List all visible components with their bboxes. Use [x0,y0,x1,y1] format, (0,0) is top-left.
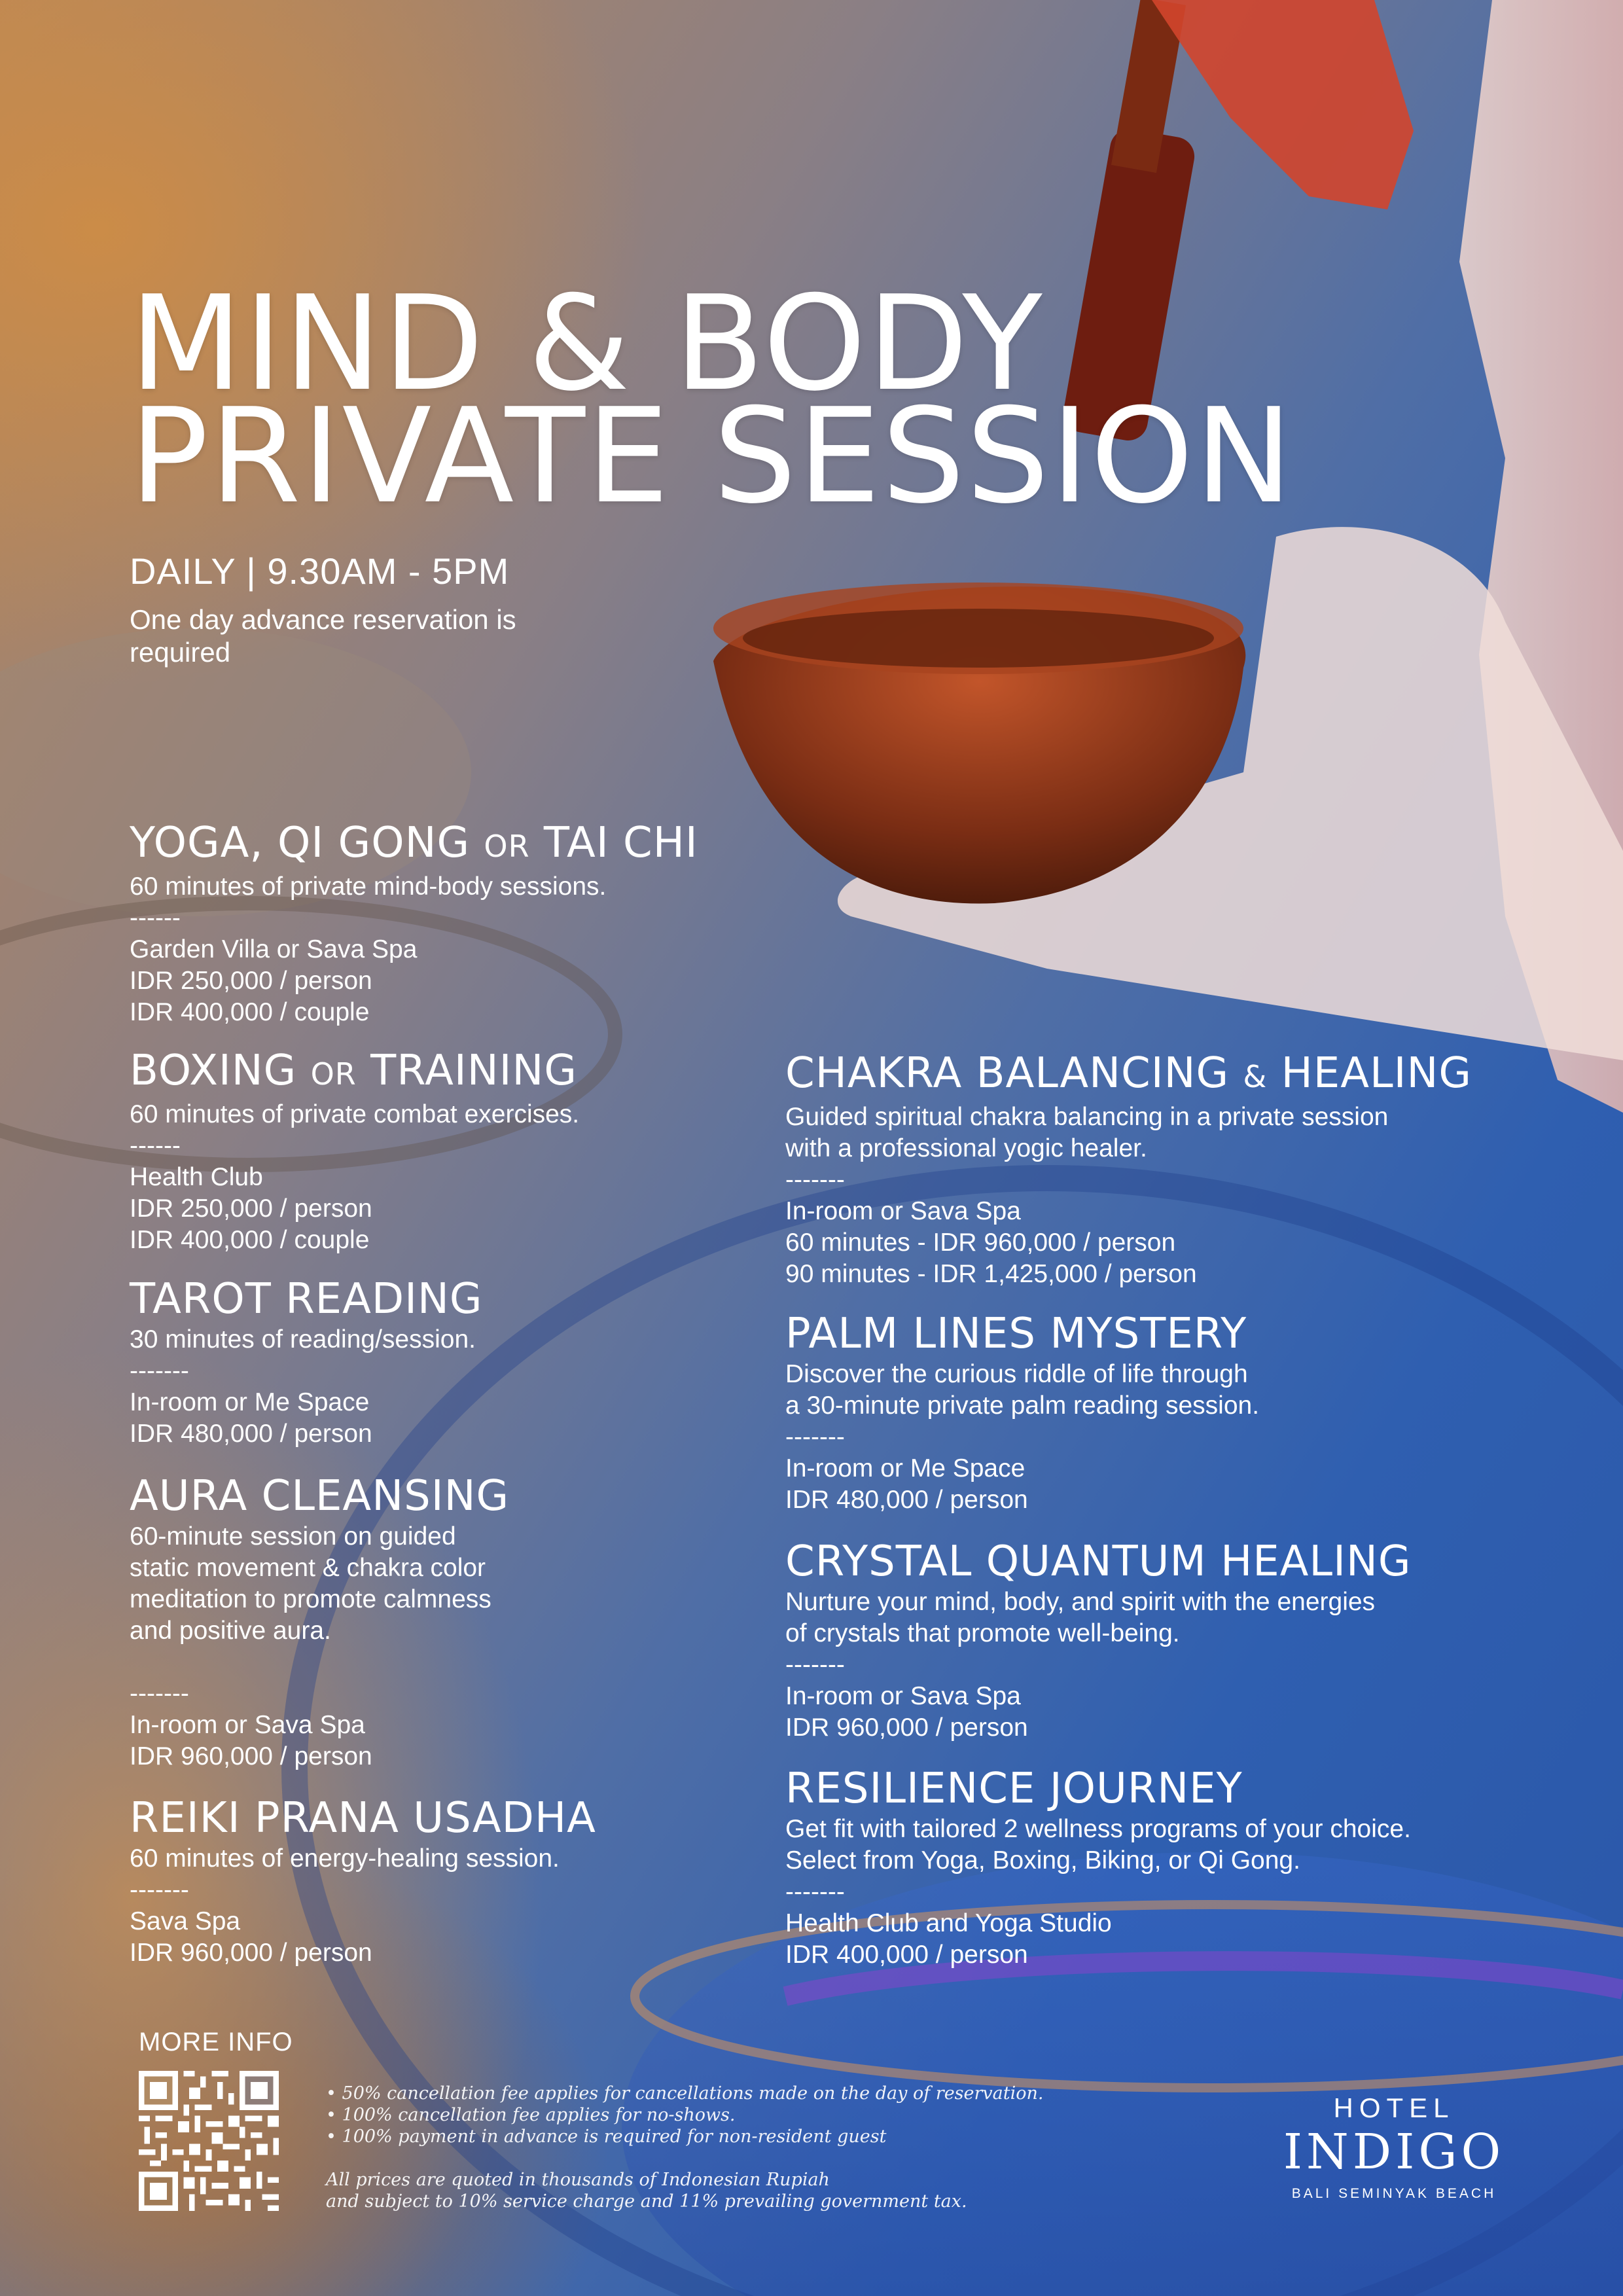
more-info-label: MORE INFO [139,2028,293,2056]
service-description: 30 minutes of reading/session. [130,1325,476,1354]
service-description: Guided spiritual chakra balancing in a private session with a professional yogic healer. [785,1103,1389,1162]
service-title: AURA CLEANSING [130,1472,510,1520]
service-location: Garden Villa or Sava Spa [130,935,418,963]
service-reiki [130,1793,771,1969]
service-description: 60 minutes of private mind-body sessions. [130,872,607,901]
note-item: • 50% cancellation fee applies for cancellations made on the day of reservation. [326,2083,1043,2104]
service-description: 60-minute session on guided static movement & chakra color meditation to promote calmness and positive aura. [130,1522,491,1645]
service-title: YOGA, QI GONG OR TAI CHI [130,819,698,867]
divider: ------- [130,1679,189,1708]
divider: ------- [785,1651,845,1679]
service-title: TAROT READING [130,1275,483,1323]
service-location: Sava Spa [130,1907,241,1935]
service-price: IDR 400,000 / couple [130,1226,370,1254]
logo-location-text: BALI SEMINYAK BEACH [1291,2186,1497,2201]
divider: ------- [785,1423,845,1451]
service-description: Nurture your mind, body, and spirit with the energies of crystals that promote well-being. [785,1588,1376,1647]
service-price: IDR 400,000 / person [785,1941,1028,1969]
logo-hotel-text: HOTEL [1333,2092,1455,2123]
service-price: IDR 480,000 / person [785,1486,1028,1514]
divider: ------- [785,1166,845,1194]
qr-code-icon[interactable] [139,2071,279,2211]
divider: ------ [130,904,181,932]
service-title: RESILIENCE JOURNEY [785,1765,1243,1813]
note-item: • 100% cancellation fee applies for no-shows. [326,2104,1043,2126]
cancellation-notes [326,2083,1043,2147]
divider: ------- [785,1878,845,1906]
service-palm [785,1309,1597,1516]
divider: ------- [130,1876,189,1904]
reservation-note: One day advance reservation is required [130,604,516,668]
service-location: Health Club [130,1163,263,1191]
service-chakra [785,1049,1597,1290]
title-line-2: PRIVATE SESSION [130,380,1294,533]
service-price: IDR 960,000 / person [130,1939,372,1967]
service-title: REIKI PRANA USADHA [130,1794,596,1842]
service-boxing [130,1046,771,1256]
service-location: In-room or Me Space [785,1454,1026,1482]
divider: ------- [130,1357,189,1385]
service-yoga [130,818,771,1028]
service-description: 60 minutes of energy-healing session. [130,1844,560,1873]
service-price: IDR 400,000 / couple [130,998,370,1026]
service-location: In-room or Sava Spa [785,1682,1021,1710]
service-location: In-room or Sava Spa [785,1197,1021,1225]
service-description: Get fit with tailored 2 wellness programs of your choice. Select from Yoga, Boxing, Biking, or Qi Gong. [785,1815,1411,1874]
divider: ------ [130,1132,181,1160]
note-item: • 100% payment in advance is required for non-resident guest [326,2126,1043,2147]
service-price: IDR 480,000 / person [130,1420,372,1448]
service-price: IDR 960,000 / person [785,1713,1028,1742]
service-description: 60 minutes of private combat exercises. [130,1100,580,1128]
service-title: CRYSTAL QUANTUM HEALING [785,1537,1412,1586]
service-resilience [785,1764,1597,1971]
service-price: IDR 250,000 / person [130,967,372,995]
schedule-text: DAILY | 9.30AM - 5PM [130,550,510,592]
service-crystal [785,1537,1597,1744]
service-location: In-room or Me Space [130,1388,370,1416]
service-aura [130,1471,771,1772]
price-disclaimer: All prices are quoted in thousands of Indonesian Rupiah and subject to 10% service charge and 11% prevailing government tax. [326,2170,967,2212]
service-title: BOXING OR TRAINING [130,1047,577,1095]
service-price: IDR 250,000 / person [130,1194,372,1223]
logo-brand-text: INDIGO [1283,2124,1505,2180]
service-price: 60 minutes - IDR 960,000 / person [785,1229,1176,1257]
service-title: CHAKRA BALANCING & HEALING [785,1049,1472,1098]
service-price: IDR 960,000 / person [130,1742,372,1770]
hotel-indigo-logo [1276,2092,1512,2202]
service-tarot [130,1274,771,1450]
service-location: In-room or Sava Spa [130,1711,365,1739]
service-price: 90 minutes - IDR 1,425,000 / person [785,1260,1197,1288]
title-line-1: MIND & BODY [130,268,1044,420]
page-title [130,268,1294,533]
service-location: Health Club and Yoga Studio [785,1909,1112,1937]
service-description: Discover the curious riddle of life through a 30-minute private palm reading session. [785,1360,1260,1420]
service-title: PALM LINES MYSTERY [785,1310,1247,1358]
